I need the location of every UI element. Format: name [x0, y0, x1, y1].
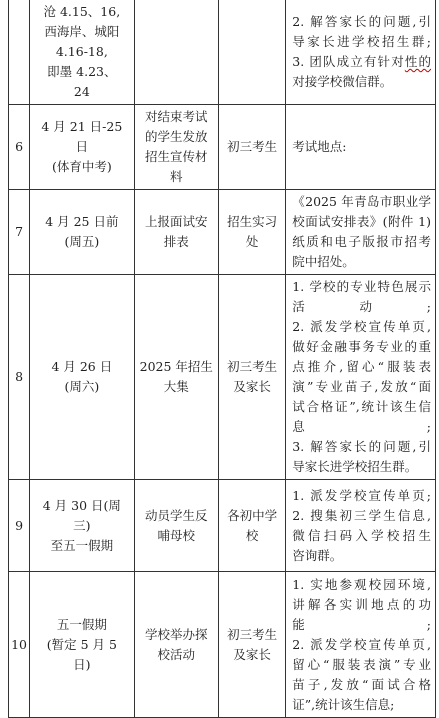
- date-cell: [30, 0, 134, 105]
- table-row: [9, 105, 436, 190]
- notes-cell-line: 苗子,发放“面试合格: [292, 676, 431, 692]
- activity-cell-line: 的学生发放: [145, 129, 208, 144]
- notes-cell-line: 活动;: [292, 299, 431, 314]
- notes-cell-line: 1. 派发学校宣传单页;: [292, 487, 431, 503]
- notes-cell-line: 导家长进学校招生群。: [292, 459, 418, 474]
- notes-cell-line: 试合格证”,统计该生信: [292, 399, 431, 414]
- audience-cell-line: 各初中学: [227, 507, 278, 523]
- date-cell: [30, 190, 134, 275]
- row-number-cell: 7: [9, 190, 30, 275]
- date-cell: [30, 480, 134, 572]
- notes-cell: [286, 480, 436, 572]
- notes-cell-line: 院中招处。: [292, 254, 355, 269]
- audience-cell: [218, 480, 285, 572]
- row-number-cell: 6: [9, 105, 30, 190]
- audience-cell: [218, 275, 285, 480]
- notes-cell-line: 3. 团队成立有针对性的: [292, 54, 431, 69]
- table-row: [9, 275, 436, 480]
- table-row: [9, 480, 436, 572]
- notes-cell-line: 留心“服装表演”专业: [292, 656, 431, 672]
- activity-cell: [134, 275, 218, 480]
- notes-cell: [286, 0, 436, 105]
- table-body: [9, 0, 436, 718]
- date-cell-line: 24: [73, 84, 90, 99]
- recruitment-schedule-table: [8, 0, 436, 718]
- notes-cell-line: 校面试安排表》(附件 1): [292, 214, 431, 229]
- spellcheck-mark: 性的: [404, 54, 431, 69]
- document-page: [8, 0, 436, 718]
- audience-cell-line: 校: [245, 527, 259, 543]
- notes-cell-line: 能;: [292, 616, 431, 632]
- activity-cell-line: 2025 年招生: [139, 359, 213, 374]
- date-cell-line: (周五): [64, 234, 100, 249]
- audience-cell: [218, 572, 285, 718]
- notes-cell: [286, 105, 436, 190]
- audience-cell: [218, 105, 285, 190]
- notes-cell-line: 微信扫码入学校招生: [292, 527, 431, 543]
- notes-cell: [286, 275, 436, 480]
- activity-cell-line: 料: [170, 169, 183, 184]
- activity-cell-line: 学校举办探: [145, 626, 208, 642]
- row-number-cell: 9: [9, 480, 30, 572]
- date-cell-line: 4 月 25 日前: [45, 214, 119, 229]
- notes-cell-line: 做好金融事务专业的重: [292, 339, 431, 354]
- activity-cell-line: 哺母校: [157, 527, 196, 543]
- date-cell-line: 西海岸、城阳: [44, 24, 120, 39]
- date-cell-line: 4 月 30 日(周: [42, 497, 121, 513]
- date-cell-line: 即墨 4.23、: [47, 64, 117, 79]
- activity-cell-line: 排表: [163, 234, 189, 249]
- notes-cell-line: 考试地点:: [292, 139, 347, 154]
- notes-cell-line: 3. 解答家长的问题,引: [292, 439, 431, 454]
- notes-cell-line: 2. 派发学校宣传单页,: [292, 636, 431, 652]
- date-cell: [30, 275, 134, 480]
- notes-cell-line: 对接学校微信群。: [292, 74, 393, 89]
- date-cell-line: (暂定 5 月 5: [46, 636, 117, 652]
- activity-cell: [134, 105, 218, 190]
- row-number-cell: 10: [9, 572, 30, 718]
- notes-cell-line: 息;: [292, 419, 431, 434]
- activity-cell-line: 动员学生反: [145, 507, 208, 523]
- table-row: [9, 190, 436, 275]
- notes-cell-line: 证”,统计该生信息;: [292, 696, 395, 712]
- date-cell-line: 日): [73, 656, 91, 672]
- activity-cell-line: 校活动: [157, 646, 196, 662]
- audience-cell: [218, 190, 285, 275]
- notes-cell-line: 2. 解答家长的问题,引: [292, 14, 431, 29]
- activity-cell-line: 大集: [163, 379, 189, 394]
- row-number-cell: 8: [9, 275, 30, 480]
- notes-cell-line: 咨询群。: [292, 547, 343, 563]
- activity-cell-line: 招生宣传材: [145, 149, 208, 164]
- notes-cell-line: 演”专业苗子,发放“面: [292, 379, 431, 394]
- date-cell-line: 至五一假期: [50, 537, 114, 553]
- activity-cell: [134, 480, 218, 572]
- date-cell: [30, 572, 134, 718]
- row-number-cell: [9, 0, 30, 105]
- date-cell-line: 沧 4.15、16,: [43, 4, 121, 19]
- date-cell-line: 4 月 21 日-25: [41, 119, 123, 134]
- audience-cell: [218, 0, 285, 105]
- notes-cell-line: 讲解各实训地点的功: [292, 596, 431, 612]
- notes-cell-line: 1. 学校的专业特色展示: [292, 279, 431, 294]
- notes-cell-line: 1. 实地参观校园环境,: [292, 576, 431, 592]
- audience-cell-line: 招生实习: [227, 214, 278, 229]
- notes-cell-line: 2. 派发学校宣传单页,: [292, 319, 431, 334]
- notes-cell-line: 导家长进学校招生群;: [292, 34, 431, 49]
- audience-cell-line: 初三考生: [227, 626, 278, 642]
- notes-cell-line: 《2025 年青岛市职业学: [292, 194, 431, 209]
- notes-cell: [286, 572, 436, 718]
- audience-cell-line: 初三考生: [227, 139, 278, 154]
- date-cell: [30, 105, 134, 190]
- notes-cell: [286, 190, 436, 275]
- notes-cell-line: 纸质和电子版报市招考: [292, 234, 431, 249]
- activity-cell: [134, 572, 218, 718]
- table-row: [9, 0, 436, 105]
- activity-cell: [134, 190, 218, 275]
- date-cell-line: (周六): [64, 379, 100, 394]
- activity-cell-line: 上报面试安: [145, 214, 208, 229]
- notes-cell-line: 2. 搜集初三学生信息,: [292, 507, 431, 523]
- activity-cell-line: 对结束考试: [145, 109, 208, 124]
- audience-cell-line: 处: [245, 234, 259, 249]
- audience-cell-line: 及家长: [233, 379, 271, 394]
- activity-cell: [134, 0, 218, 105]
- date-cell-line: 日: [75, 139, 89, 154]
- date-cell-line: 五一假期: [56, 616, 107, 632]
- notes-cell-line: 点推介,留心“服装表: [292, 359, 431, 374]
- date-cell-line: (体育中考): [51, 159, 112, 174]
- date-cell-line: 4 月 26 日: [51, 359, 113, 374]
- date-cell-line: 4.16-18,: [55, 44, 108, 59]
- table-row: [9, 572, 436, 718]
- date-cell-line: 三): [73, 517, 91, 533]
- audience-cell-line: 及家长: [233, 646, 271, 662]
- audience-cell-line: 初三考生: [227, 359, 278, 374]
